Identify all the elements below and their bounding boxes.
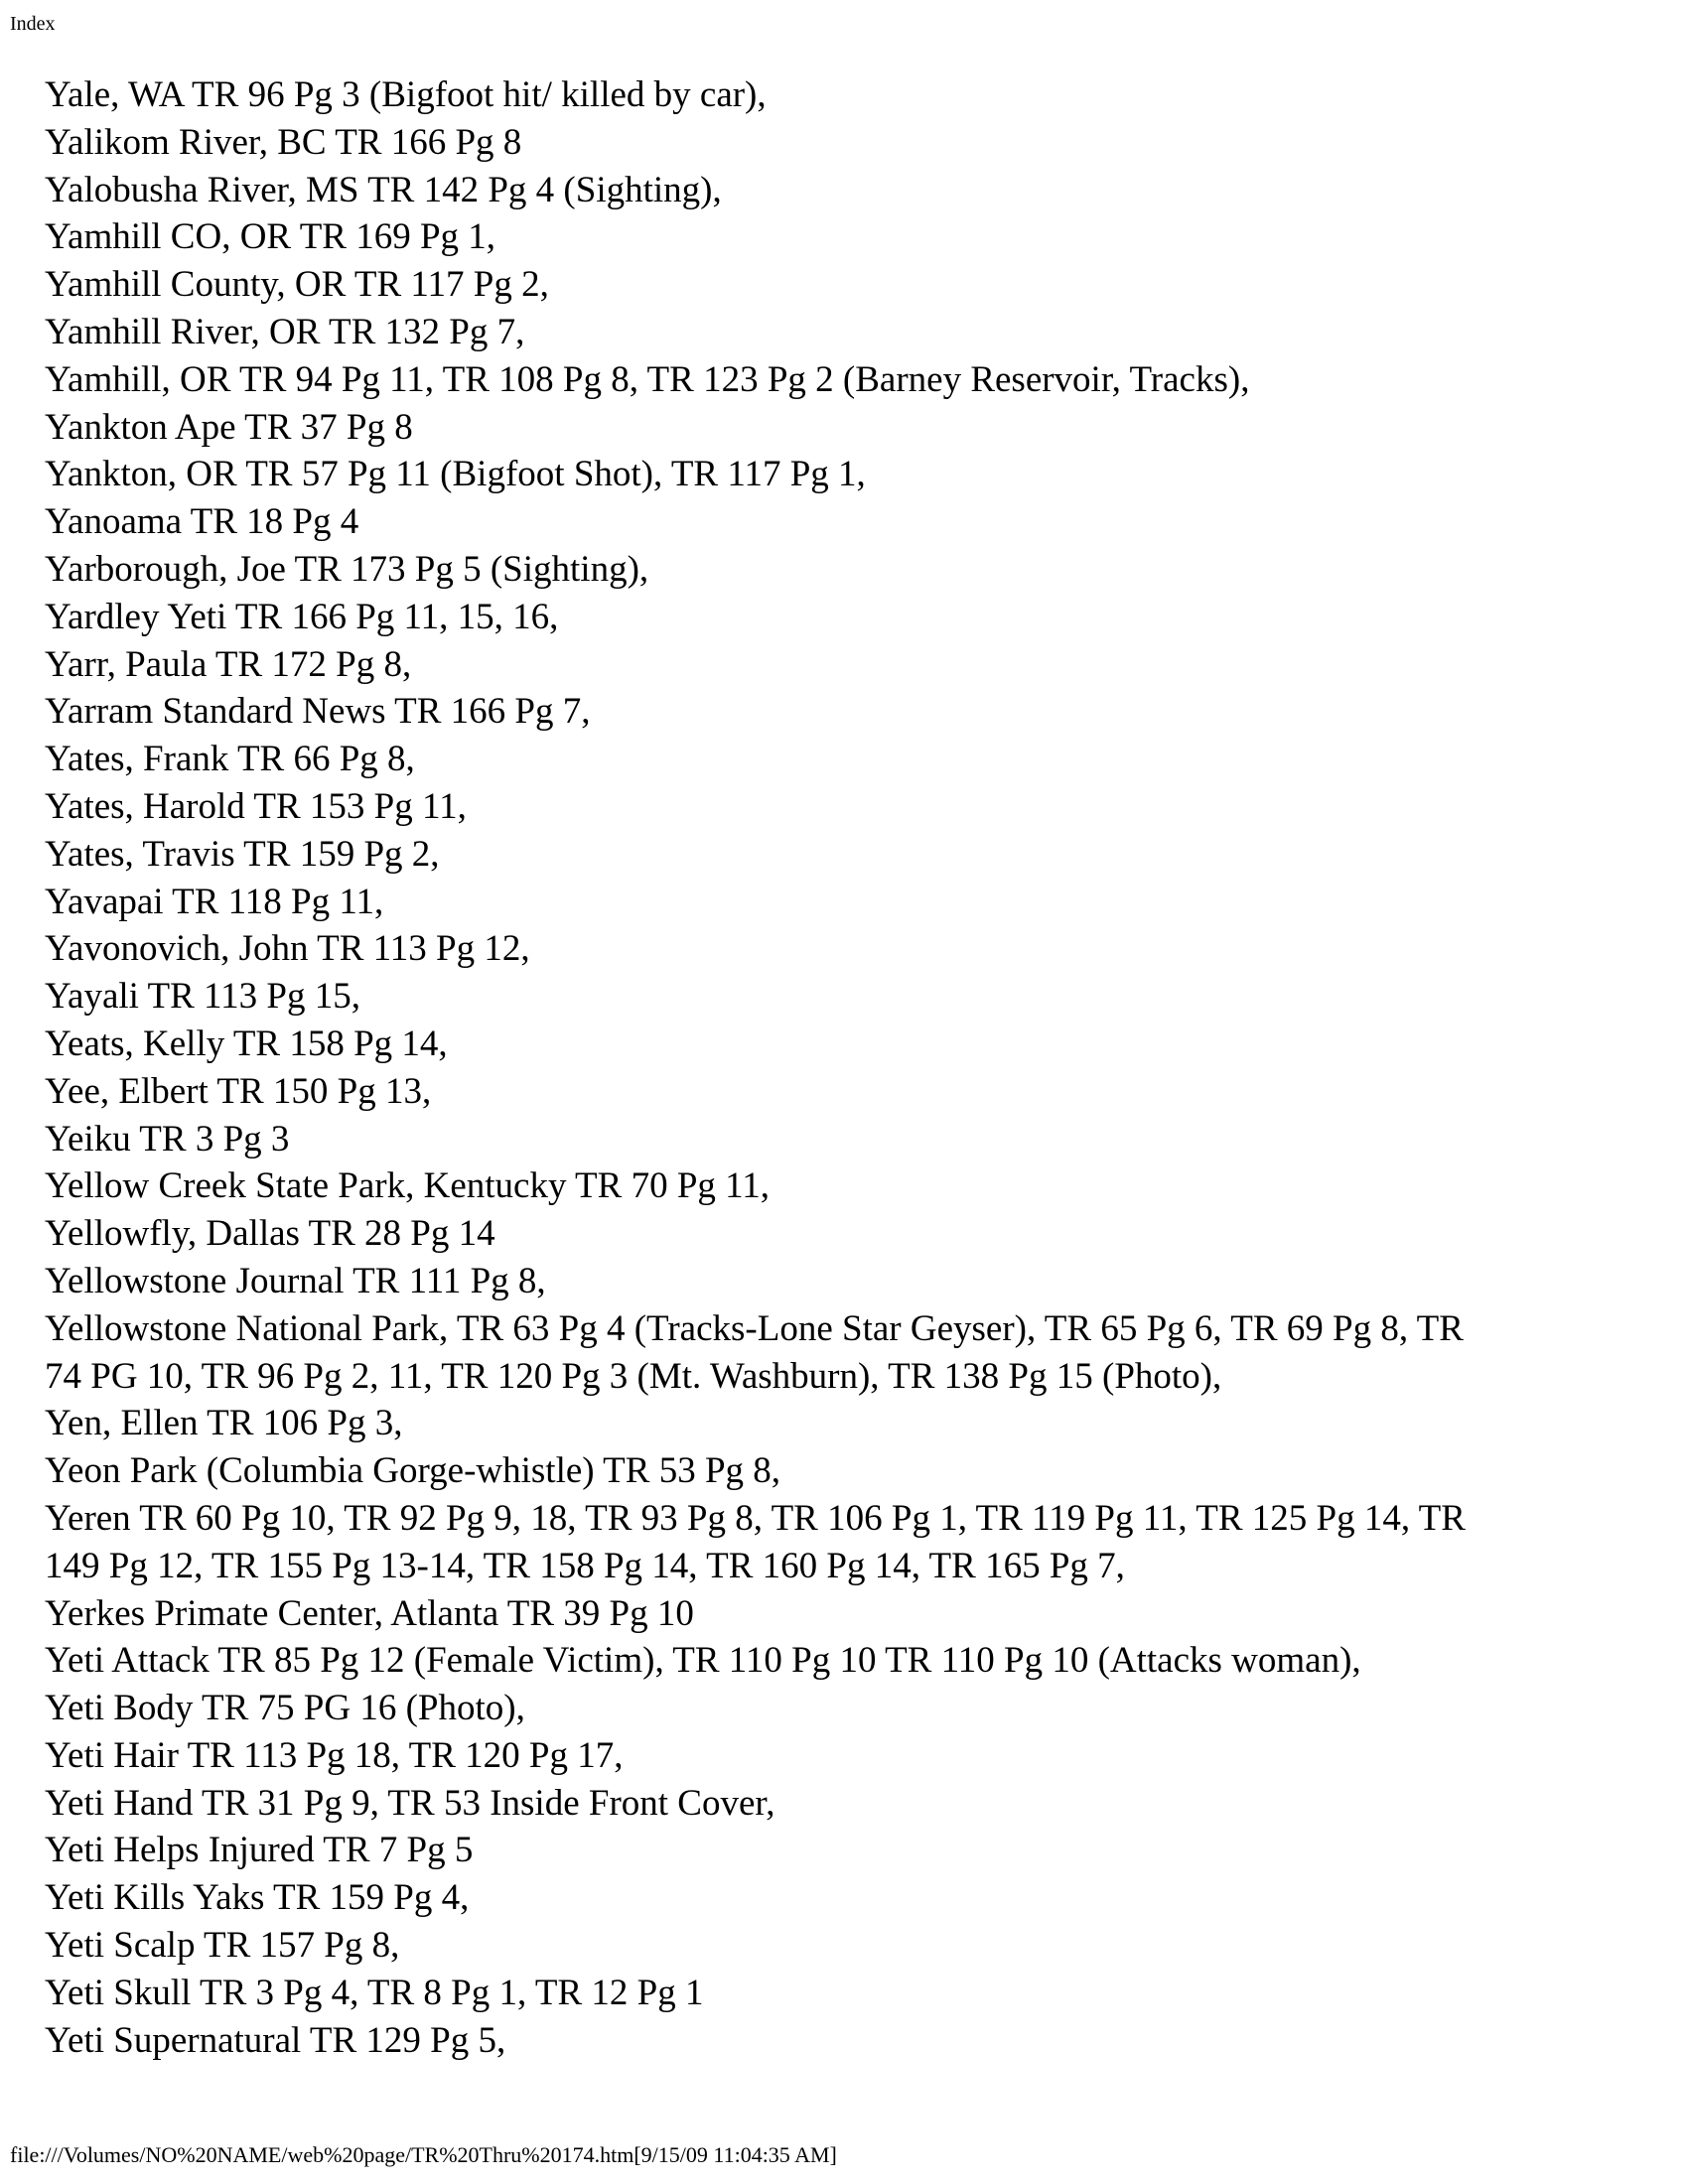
index-entry-line: 74 PG 10, TR 96 Pg 2, 11, TR 120 Pg 3 (Mt. Washburn), TR 138 Pg 15 (Photo), [45, 1355, 1222, 1397]
index-entry-line: Yeti Kills Yaks TR 159 Pg 4, [45, 1877, 470, 1919]
index-entry-line: Yardley Yeti TR 166 Pg 11, 15, 16, [45, 596, 559, 637]
index-entry-line: Yayali TR 113 Pg 15, [45, 976, 360, 1018]
index-entry-line: Yamhill County, OR TR 117 Pg 2, [45, 264, 549, 306]
index-entry-line: Yellowstone Journal TR 111 Pg 8, [45, 1260, 546, 1301]
index-entry-line: Yeti Body TR 75 PG 16 (Photo), [45, 1688, 525, 1729]
index-entry-line: Yanoama TR 18 Pg 4 [45, 501, 359, 543]
index-entry-list [45, 71, 1633, 2064]
index-entry-line: Yerkes Primate Center, Atlanta TR 39 Pg 10 [45, 1592, 694, 1634]
index-entry-line: Yeti Hair TR 113 Pg 18, TR 120 Pg 17, [45, 1734, 624, 1776]
index-entry-line: 149 Pg 12, TR 155 Pg 13-14, TR 158 Pg 14, TR 160 Pg 14, TR 165 Pg 7, [45, 1545, 1125, 1586]
index-entry-line: Yellowfly, Dallas TR 28 Pg 14 [45, 1213, 495, 1255]
index-entry-line: Yeiku TR 3 Pg 3 [45, 1118, 290, 1160]
index-entry-line: Yates, Frank TR 66 Pg 8, [45, 739, 415, 780]
index-entry-line: Yale, WA TR 96 Pg 3 (Bigfoot hit/ killed by car), [45, 74, 767, 115]
index-entry-line: Yeti Helps Injured TR 7 Pg 5 [45, 1830, 474, 1871]
index-entry-line: Yamhill River, OR TR 132 Pg 7, [45, 311, 525, 352]
index-entry-line: Yalobusha River, MS TR 142 Pg 4 (Sighting), [45, 169, 722, 210]
index-entry-line: Yeti Supernatural TR 129 Pg 5, [45, 2019, 506, 2061]
index-entry-line: Yamhill, OR TR 94 Pg 11, TR 108 Pg 8, TR 123 Pg 2 (Barney Reservoir, Tracks), [45, 358, 1250, 400]
index-entry-line: Yeren TR 60 Pg 10, TR 92 Pg 9, 18, TR 93 Pg 8, TR 106 Pg 1, TR 119 Pg 11, TR 125 Pg 14, TR [45, 1497, 1466, 1539]
index-entry-line: Yarborough, Joe TR 173 Pg 5 (Sighting), [45, 548, 649, 590]
index-entry-line: Yen, Ellen TR 106 Pg 3, [45, 1403, 403, 1444]
index-entry-line: Yarram Standard News TR 166 Pg 7, [45, 691, 591, 733]
index-entry-line: Yee, Elbert TR 150 Pg 13, [45, 1070, 432, 1112]
index-entry-line: Yamhill CO, OR TR 169 Pg 1, [45, 216, 496, 258]
index-entry-line: Yankton Ape TR 37 Pg 8 [45, 406, 413, 448]
index-entry-line: Yankton, OR TR 57 Pg 11 (Bigfoot Shot), TR 117 Pg 1, [45, 454, 866, 495]
index-entry-line: Yarr, Paula TR 172 Pg 8, [45, 643, 412, 685]
index-entry-line: Yalikom River, BC TR 166 Pg 8 [45, 121, 522, 163]
page-header-title: Index [10, 13, 56, 35]
index-entry-line: Yellow Creek State Park, Kentucky TR 70 Pg 11, [45, 1165, 771, 1207]
index-entry-line: Yates, Travis TR 159 Pg 2, [45, 833, 440, 875]
index-entry-line: Yeti Hand TR 31 Pg 9, TR 53 Inside Front Cover, [45, 1782, 775, 1824]
index-entry-line: Yavapai TR 118 Pg 11, [45, 881, 384, 922]
page-footer-url: file:///Volumes/NO%20NAME/web%20page/TR%20Thru%20174.htm[9/15/09 11:04:35 AM] [10, 2142, 837, 2167]
index-entry-line: Yates, Harold TR 153 Pg 11, [45, 785, 467, 827]
index-entry-line: Yeti Attack TR 85 Pg 12 (Female Victim), TR 110 Pg 10 TR 110 Pg 10 (Attacks woman), [45, 1640, 1361, 1682]
index-entry-line: Yellowstone National Park, TR 63 Pg 4 (Tracks-Lone Star Geyser), TR 65 Pg 6, TR 69 Pg 8, TR [45, 1307, 1464, 1349]
index-entry-line: Yeats, Kelly TR 158 Pg 14, [45, 1023, 448, 1064]
index-entry-line: Yavonovich, John TR 113 Pg 12, [45, 928, 530, 970]
index-entry-line: Yeti Skull TR 3 Pg 4, TR 8 Pg 1, TR 12 Pg 1 [45, 1972, 704, 2013]
index-entry-line: Yeon Park (Columbia Gorge-whistle) TR 53 Pg 8, [45, 1450, 781, 1492]
index-entry-line: Yeti Scalp TR 157 Pg 8, [45, 1925, 400, 1967]
